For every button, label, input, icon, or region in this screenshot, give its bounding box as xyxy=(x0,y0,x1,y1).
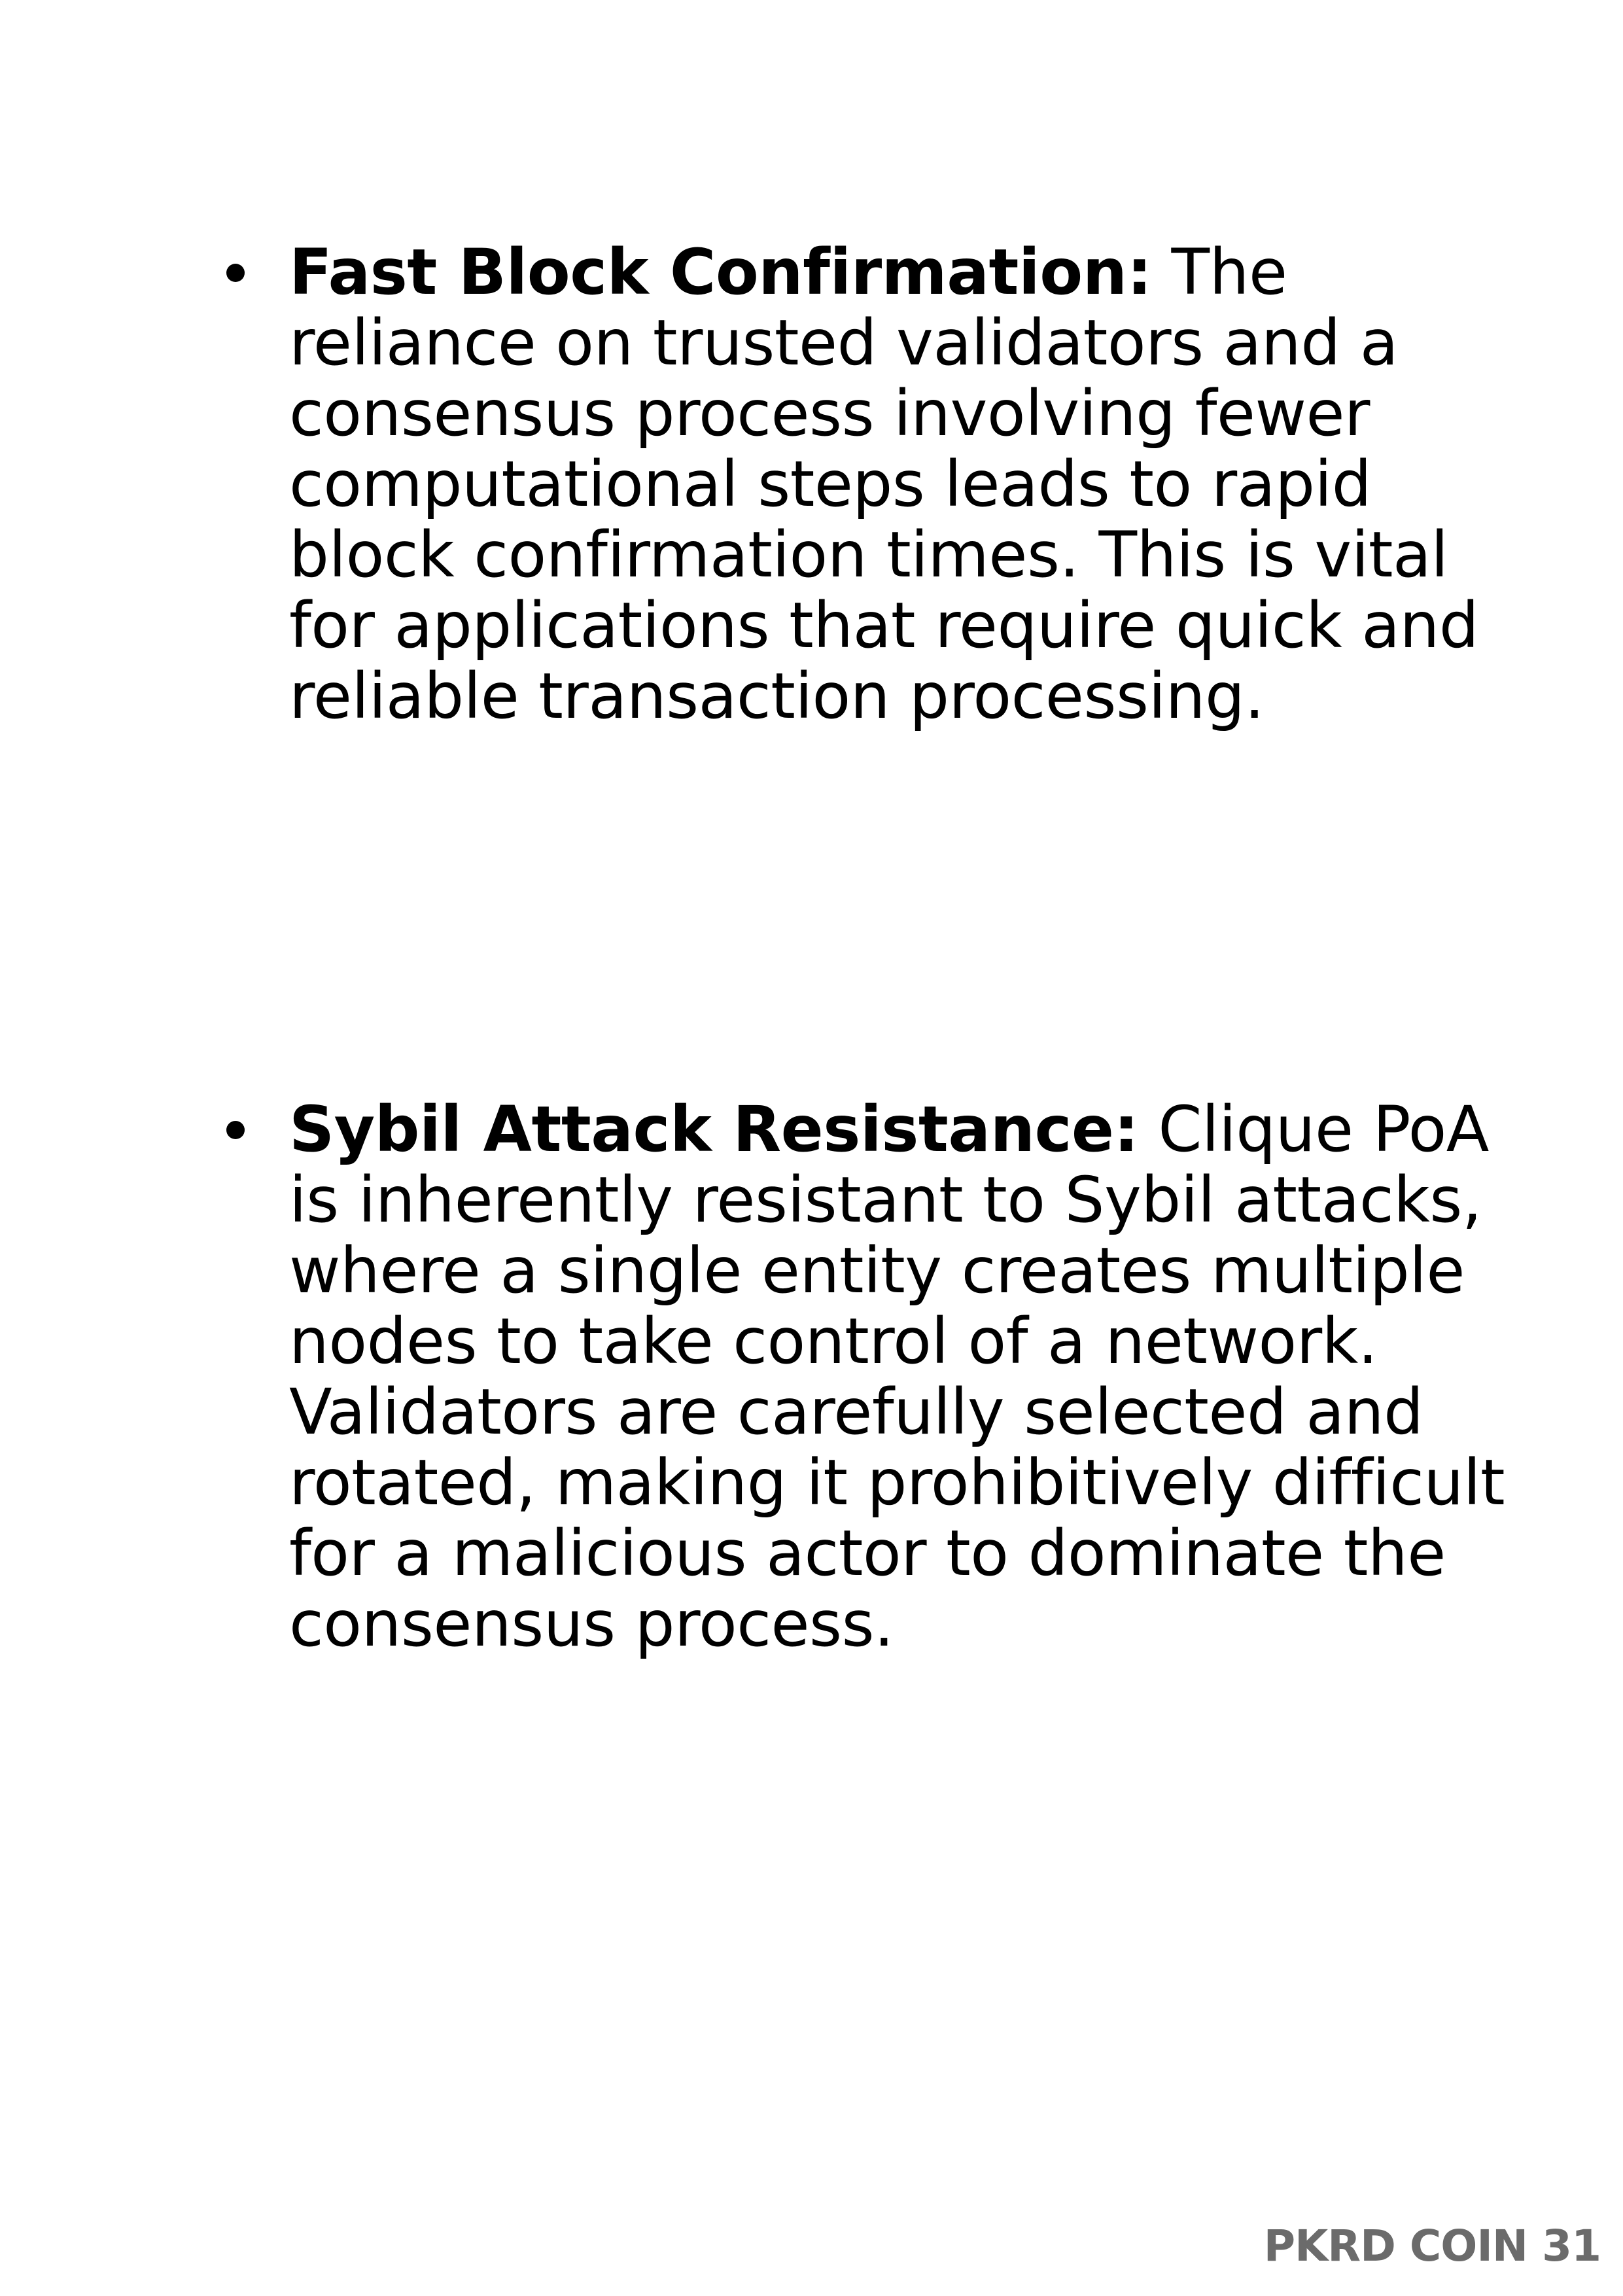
bullet-text: The reliance on trusted validators and a consensus process involving fewer computational steps leads to rapid block confirmation times. This is vital for applications that require quick and reliable transaction processing. xyxy=(289,236,1479,733)
bullet-item-fast-block-confirmation xyxy=(289,237,1545,732)
bullet-dot-icon xyxy=(226,264,245,282)
bullet-heading: Sybil Attack Resistance: xyxy=(289,1093,1139,1166)
bullet-text: Clique PoA is inherently resistant to Sybil attacks, where a single entity creates multiple nodes to take control of a network. Validators are carefully selected and rotated, making it prohibitively difficult for a malicious actor to dominate the consensus process. xyxy=(289,1093,1505,1661)
bullet-dot-icon xyxy=(226,1121,245,1139)
page-footer: PKRD COIN 31 xyxy=(1263,2221,1601,2271)
bullet-item-sybil-attack-resistance xyxy=(289,1094,1545,1659)
bullet-heading: Fast Block Confirmation: xyxy=(289,236,1152,309)
